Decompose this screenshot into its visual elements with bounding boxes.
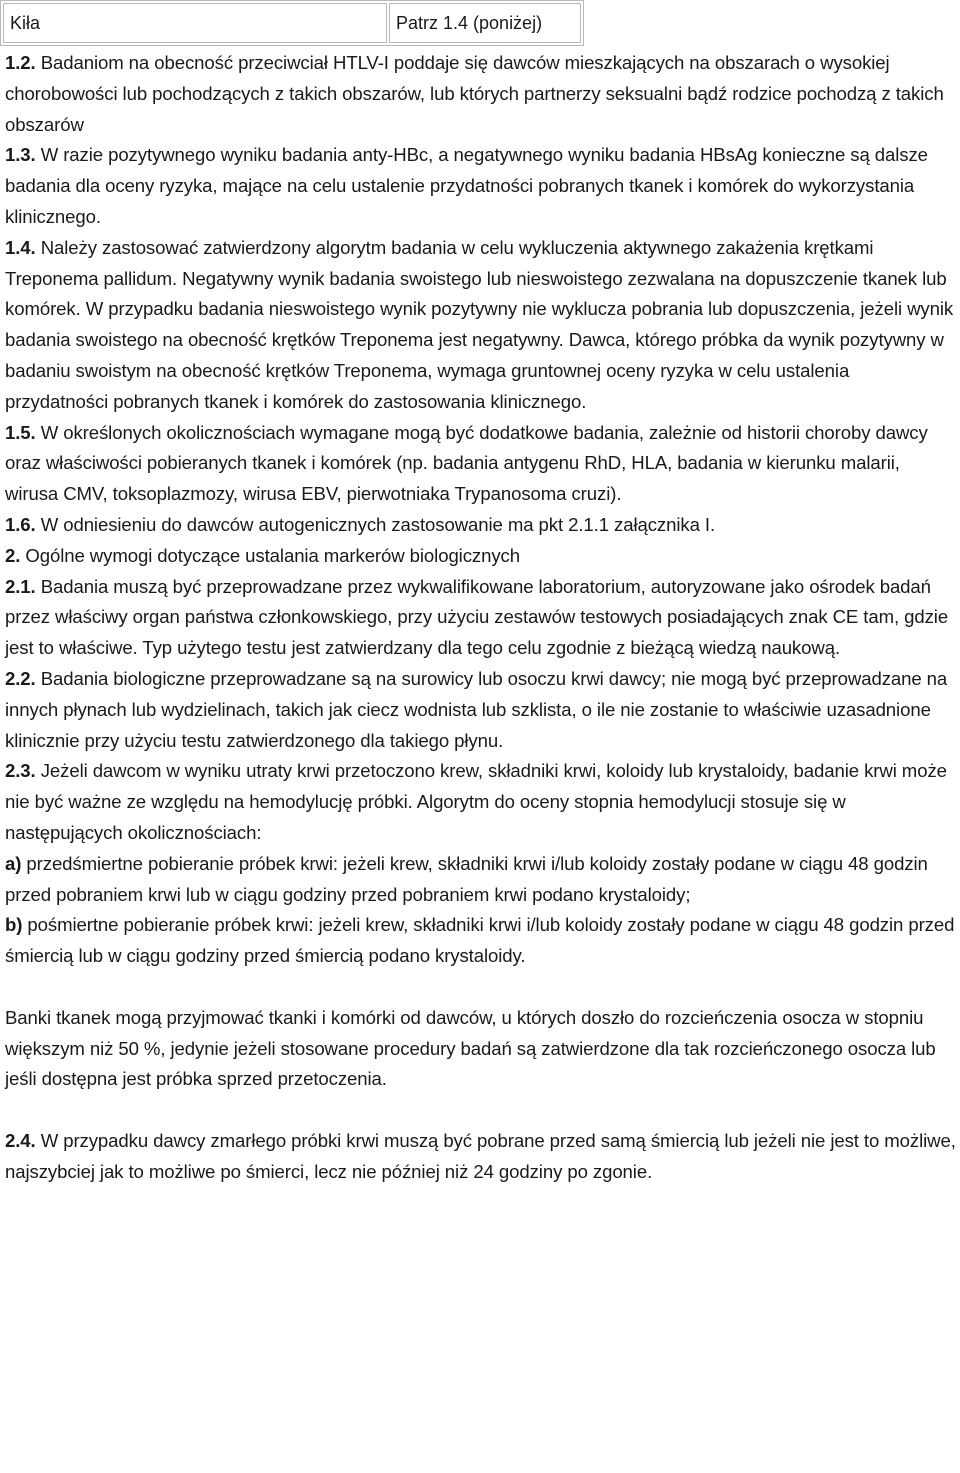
paragraph-number: 2.1. [5, 575, 36, 597]
paragraph-text: W przypadku dawcy zmarłego próbki krwi muszą być pobrane przed samą śmiercią lub jeżeli nie jest to możliwe, najszybciej jak to możliwe po śmierci, lecz nie później niż 24 godziny po zgonie. [5, 1129, 956, 1182]
paragraph-text: Badaniom na obecność przeciwciał HTLV-I poddaje się dawców mieszkających na obszarach o wysokiej chorobowości lub pochodzących z takich obszarów, lub których partnerzy seksualni bądź rodzice pochodzą z takich obszarów [5, 52, 944, 135]
list-item-text: przedśmiertne pobieranie próbek krwi: jeżeli krew, składniki krwi i/lub koloidy zostały podane w ciągu 48 godzin przed pobraniem krwi lub w ciągu godziny przed pobraniem krwi podano krystaloidy; [5, 852, 928, 905]
paragraph-1-2 [5, 48, 957, 140]
paragraph-text: Badania muszą być przeprowadzane przez wykwalifikowane laboratorium, autoryzowane jako ośrodek badań przez właściwy organ państwa członkowskiego, przy użyciu zestawów testowych posiadających znak CE tam, gdzie jest to właściwe. Typ użytego testu jest zatwierdzany dla tego celu zgodnie z bieżącą wiedzą naukową. [5, 575, 949, 659]
paragraph-text: Należy zastosować zatwierdzony algorytm badania w celu wykluczenia aktywnego zakażenia krętkami Treponema pallidum. Negatywny wynik badania swoistego lub nieswoistego zezwalana na dopuszczenie tkanek lub komórek. W przypadku badania nieswoistego wynik pozytywny nie wyklucza pobrania lub dopuszczenia, jeżeli wynik badania swoistego na obecność krętków Treponema jest negatywny. Dawca, którego próbka da wynik pozytywny w badaniu swoistym na obecność krętków Treponema, wymaga gruntownej oceny ryzyka w celu ustalenia przydatności pobranych tkanek i komórek do zastosowania klinicznego. [5, 236, 954, 412]
paragraph-2-4 [5, 1126, 957, 1188]
paragraph-text: Banki tkanek mogą przyjmować tkanki i komórki od dawców, u których doszło do rozcieńczenia osocza w stopniu większym niż 50 %, jedynie jeżeli stosowane procedury badań są zatwierdzone dla tak rozcieńczonego osocza lub jeśli dostępna jest próbka sprzed przetoczenia. [5, 1006, 936, 1090]
list-item-a [5, 849, 957, 911]
paragraph-number: 1.5. [5, 421, 36, 443]
paragraph-spacer [5, 1095, 957, 1126]
header-table [0, 0, 584, 46]
paragraph-number: 2.3. [5, 760, 36, 782]
paragraph-number: 1.4. [5, 236, 36, 258]
header-cell-reference: Patrz 1.4 (poniżej) [389, 3, 581, 43]
paragraph-spacer [5, 972, 957, 1003]
paragraph-1-3 [5, 140, 957, 232]
paragraph-number: 2.4. [5, 1129, 36, 1151]
paragraph-text: Badania biologiczne przeprowadzane są na surowicy lub osoczu krwi dawcy; nie mogą być przeprowadzane na innych płynach lub wydzielinach, takich jak ciecz wodnista lub szklista, o ile nie zostanie to właściwie uzasadnione klinicznie przy użyciu testu zatwierdzonego dla takiego płynu. [5, 667, 948, 751]
paragraph-1-5 [5, 418, 957, 510]
paragraph-number: 1.3. [5, 144, 36, 166]
paragraph-1-4 [5, 233, 957, 418]
list-item-b [5, 910, 957, 972]
paragraph-text: Jeżeli dawcom w wyniku utraty krwi przetoczono krew, składniki krwi, koloidy lub krystaloidy, badanie krwi może nie być ważne ze względu na hemodylucję próbki. Algorytm do oceny stopnia hemodylucji stosuje się w następujących okolicznościach: [5, 760, 947, 843]
paragraph-text: W odniesieniu do dawców autogenicznych zastosowanie ma pkt 2.1.1 załącznika I. [35, 513, 716, 535]
list-marker: b) [5, 914, 23, 936]
paragraph-2-1 [5, 572, 957, 664]
section-number: 2. [5, 544, 21, 566]
list-marker: a) [5, 852, 22, 874]
paragraph-2-2 [5, 664, 957, 756]
header-cell-disease: Kiła [3, 3, 387, 43]
list-item-text: pośmiertne pobieranie próbek krwi: jeżeli krew, składniki krwi i/lub koloidy zostały podane w ciągu 48 godzin przed śmiercią lub w ciągu godziny przed śmiercią podano krystaloidy. [5, 914, 955, 967]
paragraph-tissue-banks [5, 1003, 957, 1095]
section-title: Ogólne wymogi dotyczące ustalania markerów biologicznych [20, 544, 520, 566]
paragraph-number: 1.2. [5, 52, 36, 73]
header-row [3, 3, 581, 43]
paragraph-2-3 [5, 756, 957, 848]
section-heading-2 [5, 541, 957, 572]
paragraph-number: 1.6. [5, 513, 36, 535]
paragraph-number: 2.2. [5, 667, 36, 689]
document-body [5, 48, 957, 1187]
paragraph-text: W określonych okolicznościach wymagane mogą być dodatkowe badania, zależnie od historii choroby dawcy oraz właściwości pobieranych tkanek i komórek (np. badania antygenu RhD, HLA, badania w kierunku malarii, wirusa CMV, toksoplazmozy, wirusa EBV, pierwotniaka Trypanosoma cruzi). [5, 421, 928, 505]
paragraph-1-6 [5, 510, 957, 541]
paragraph-text: W razie pozytywnego wyniku badania anty-HBc, a negatywnego wyniku badania HBsAg konieczne są dalsze badania dla oceny ryzyka, mające na celu ustalenie przydatności pobranych tkanek i komórek do wykorzystania klinicznego. [5, 144, 928, 227]
